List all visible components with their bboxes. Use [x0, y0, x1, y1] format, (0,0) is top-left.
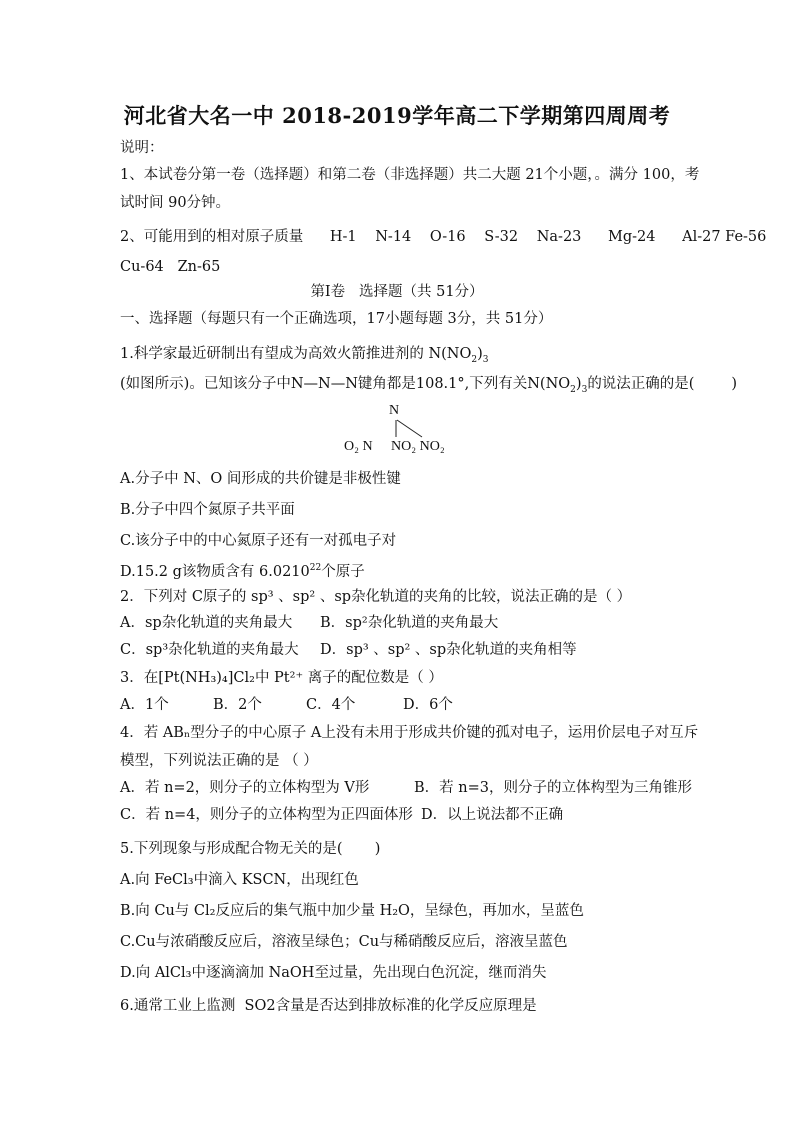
molecule-bonds [360, 418, 430, 440]
question-1-option-c: C.该分子中的中心氮原子还有一对孤电子对 [120, 533, 397, 549]
question-3-option-c: C．4个 [306, 697, 356, 713]
question-2-option-d: D．sp³ 、sp² 、sp杂化轨道的夹角相等 [320, 642, 577, 658]
question-5-option-b: B.向 Cu与 Cl₂反应后的集气瓶中加少量 H₂O，呈绿色，再加水，呈蓝色 [120, 903, 584, 919]
molecule-center-n: N [389, 403, 400, 418]
question-5-option-a: A.向 FeCl₃中滴入 KSCN，出现红色 [120, 872, 359, 888]
instruction-item-1-cont: 试时间 90分钟。 [120, 195, 231, 211]
question-1-option-d: D.15.2 g该物质含有 6.0210$^{22}$个原子 [120, 563, 365, 580]
section-instruction: 一、选择题（每题只有一个正确选项，17小题每题 3分，共 51分） [120, 311, 553, 327]
question-4-option-a: A．若 n=2，则分子的立体构型为 V形 [120, 780, 370, 796]
question-5-stem: 5.下列现象与形成配合物无关的是( ) [120, 841, 381, 857]
atomic-mass: H-1 [329, 229, 357, 245]
atomic-mass: S-32 [484, 229, 519, 245]
question-4-option-d: D．以上说法都不正确 [421, 807, 564, 823]
atomic-mass: Al-27 Fe-56 [682, 229, 767, 245]
question-1-stem-cont: (如图所示)。已知该分子中N—N—N键角都是108.1°,下列有关$N(NO_2)_3$的说法正确的是( ) [120, 376, 737, 395]
atomic-mass: N-14 [375, 229, 412, 245]
question-3-option-d: D．6个 [403, 697, 453, 713]
question-2-option-b: B．sp²杂化轨道的夹角最大 [320, 615, 499, 631]
question-4-stem: 4．若 ABₙ型分子的中心原子 A上没有未用于形成共价键的孤对电子，运用价层电子对互斥 [120, 725, 699, 741]
atomic-mass: Na-23 [536, 229, 582, 245]
question-3-stem: 3．在[Pt(NH₃)₄]Cl₂中 Pt²⁺ 离子的配位数是（ ） [120, 670, 443, 686]
question-5-option-d: D.向 AlCl₃中逐滴滴加 NaOH至过量，先出现白色沉淀，继而消失 [120, 965, 547, 981]
question-4-option-b: B．若 n=3，则分子的立体构型为三角锥形 [414, 780, 692, 796]
question-1-option-a: A.分子中 N、O 间形成的共价键是非极性键 [120, 471, 401, 487]
question-4-option-c: C．若 n=4，则分子的立体构型为正四面体形 [120, 807, 413, 823]
atomic-mass-label: 2、可能用到的相对原子质量 [120, 229, 304, 245]
section-header: 第Ⅰ卷 选择题（共 51分） [310, 284, 484, 300]
molecule-left-group: O₂ N [344, 439, 373, 454]
question-2-option-c: C．sp³杂化轨道的夹角最大 [120, 642, 299, 658]
question-6-stem: 6.通常工业上监测 SO2含量是否达到排放标准的化学反应原理是 [120, 998, 537, 1014]
question-3-option-a: A．1个 [120, 697, 169, 713]
question-3-option-b: B．2个 [213, 697, 262, 713]
atomic-mass: O-16 [429, 229, 466, 245]
question-4-stem-cont: 模型，下列说法正确的是 （ ） [120, 753, 318, 769]
instruction-item-2 [120, 228, 766, 246]
atomic-mass-cont: Cu-64 Zn-65 [120, 259, 221, 275]
question-1-stem: 1.科学家最近研制出有望成为高效火箭推进剂的 $N(NO_2)_3$ [120, 346, 489, 365]
molecule-right-groups: NO₂ NO₂ [391, 439, 445, 454]
atomic-mass: Mg-24 [608, 229, 656, 245]
question-1-option-b: B.分子中四个氮原子共平面 [120, 502, 295, 518]
question-2-option-a: A．sp杂化轨道的夹角最大 [120, 615, 293, 631]
instructions-heading: 说明： [120, 140, 164, 156]
exam-title: 河北省大名一中 2018-2019学年高二下学期第四周周考 [123, 103, 671, 128]
question-2-stem: 2．下列对 C原子的 sp³ 、sp² 、sp杂化轨道的夹角的比较，说法正确的是（ ） [120, 589, 632, 605]
instruction-item-1: 1、本试卷分第一卷（选择题）和第二卷（非选择题）共二大题 21个小题，。满分 100，考 [120, 167, 700, 183]
question-5-option-c: C.Cu与浓硝酸反应后，溶液呈绿色；Cu与稀硝酸反应后，溶液呈蓝色 [120, 934, 568, 950]
